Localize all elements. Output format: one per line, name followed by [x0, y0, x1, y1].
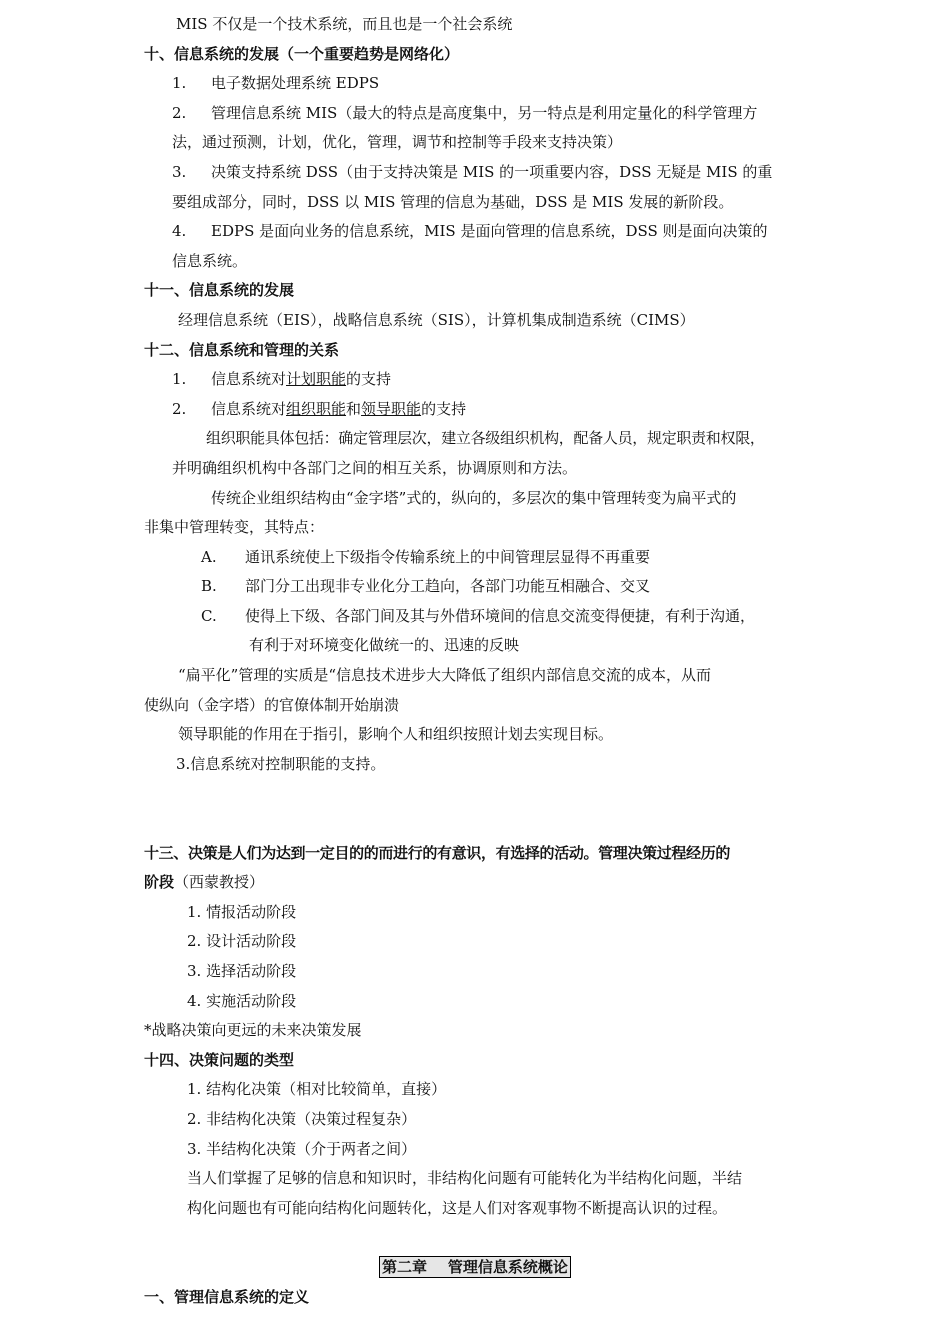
- chapter-title: [0, 1253, 950, 1283]
- list-item: [0, 217, 950, 247]
- list-item: [0, 69, 950, 99]
- list-number: 1.: [172, 370, 187, 389]
- list-item: [0, 1135, 950, 1165]
- text-line: [0, 1194, 950, 1224]
- list-item: [0, 602, 950, 632]
- list-number: 2.: [172, 103, 187, 122]
- list-text: 4. 实施活动阶段: [187, 991, 297, 1010]
- text-line: [0, 750, 950, 780]
- heading-text: 十、信息系统的发展（一个重要趋势是网络化）: [144, 44, 460, 63]
- list-number: 4.: [172, 222, 187, 241]
- section-heading-12: [0, 336, 950, 366]
- paragraph-text: 传统企业组织结构由“金字塔”式的，纵向的，多层次的集中管理转变为扁平式的: [211, 488, 737, 507]
- list-text: 2. 非结构化决策（决策过程复杂）: [187, 1109, 417, 1128]
- section-heading-13-continued: [0, 868, 950, 898]
- list-text: 1. 情报活动阶段: [187, 902, 297, 921]
- list-item-continued: [0, 188, 950, 218]
- heading-text: [144, 868, 264, 898]
- text-line: [0, 720, 950, 750]
- list-text: EDPS 是面向业务的信息系统，MIS 是面向管理的信息系统，DSS 则是面向决策的: [211, 222, 768, 241]
- list-text: 2. 设计活动阶段: [187, 932, 297, 951]
- text-line: [0, 484, 950, 514]
- list-text: 3. 选择活动阶段: [187, 962, 297, 980]
- text-line: [0, 661, 950, 691]
- text-run: 信息系统对: [211, 399, 287, 418]
- section-heading-definition: [0, 1283, 950, 1313]
- heading-text: 一、管理信息系统的定义: [144, 1287, 310, 1306]
- list-item: [0, 365, 950, 395]
- note-line: [0, 1016, 950, 1046]
- underlined-term: 领导职能: [361, 399, 422, 418]
- list-number: 3.: [172, 162, 187, 181]
- paragraph-text: 并明确组织机构中各部门之间的相互关系，协调原则和方法。: [172, 458, 578, 477]
- list-item: [0, 572, 950, 602]
- underlined-term: 组织职能: [286, 399, 347, 418]
- heading-text: 十四、决策问题的类型: [144, 1050, 295, 1069]
- paragraph-text: 使纵向（金字塔）的官僚体制开始崩溃: [144, 695, 400, 714]
- list-number: 2.: [172, 399, 187, 418]
- paragraph-text: 经理信息系统（EIS），战略信息系统（SIS），计算机集成制造系统（CIMS）: [178, 310, 695, 329]
- list-item-continued: [0, 247, 950, 277]
- underlined-term: 计划职能: [286, 370, 347, 389]
- text-line: [0, 306, 950, 336]
- list-text: [211, 395, 466, 425]
- paragraph-text: 构化问题也有可能向结构化问题转化，这是人们对客观事物不断提高认识的过程。: [187, 1198, 728, 1217]
- list-text: 有利于对环境变化做统一的、迅速的反映: [249, 636, 520, 655]
- heading-normal-run: （西蒙教授）: [174, 873, 265, 892]
- list-text: 1. 结构化决策（相对比较简单，直接）: [187, 1080, 447, 1099]
- blank-line: [0, 809, 950, 839]
- paragraph-text: 组织职能具体包括：确定管理层次，建立各级组织机构，配备人员，规定职责和权限，: [206, 429, 765, 448]
- section-heading-11: [0, 276, 950, 306]
- text-run: 的支持: [421, 399, 467, 418]
- list-text: 3. 半结构化决策（介于两者之间）: [187, 1139, 417, 1158]
- list-item: [0, 99, 950, 129]
- paragraph-text: 领导职能的作用在于指引，影响个人和组织按照计划去实现目标。: [178, 725, 614, 744]
- text-line: [0, 691, 950, 721]
- blank-line: [0, 1223, 950, 1253]
- list-item: [0, 543, 950, 573]
- list-text: 要组成部分，同时，DSS 以 MIS 管理的信息为基础，DSS 是 MIS 发展的新阶段。: [172, 192, 734, 211]
- list-text: 法，通过预测，计划，优化，管理，调节和控制等手段来支持决策）: [172, 133, 623, 152]
- list-item-continued: [0, 128, 950, 158]
- list-letter: B.: [201, 577, 217, 596]
- list-item: [0, 1075, 950, 1105]
- heading-text: 十二、信息系统和管理的关系: [144, 340, 340, 359]
- section-heading-10: [0, 40, 950, 70]
- paragraph-text: 当人们掌握了足够的信息和知识时，非结构化问题有可能转化为半结构化问题，半结: [187, 1169, 743, 1188]
- list-item: [0, 987, 950, 1017]
- heading-text: 十三、决策是人们为达到一定目的的而进行的有意识，有选择的活动。管理决策过程经历的: [144, 843, 731, 862]
- list-text: 通讯系统使上下级指令传输系统上的中间管理层显得不再重要: [245, 547, 651, 566]
- paragraph-text: “扁平化”管理的实质是“信息技术进步大大降低了组织内部信息交流的成本，从而: [178, 666, 712, 685]
- text-line: [0, 513, 950, 543]
- heading-text: 十一、信息系统的发展: [144, 281, 295, 300]
- list-item-continued: [0, 631, 950, 661]
- heading-bold-run: 阶段: [144, 873, 175, 892]
- text-run: 信息系统对: [211, 370, 287, 389]
- text-line: [0, 424, 950, 454]
- list-item: [0, 1105, 950, 1135]
- list-text: 使得上下级、各部门间及其与外借环境间的信息交流变得便捷，有利于沟通，: [245, 606, 756, 625]
- section-heading-14: [0, 1046, 950, 1076]
- section-heading-13: [0, 839, 950, 869]
- chapter-title-text: 第二章 管理信息系统概论: [379, 1256, 571, 1278]
- list-text: [211, 365, 391, 395]
- text-line: [0, 10, 950, 40]
- list-letter: C.: [201, 606, 217, 625]
- list-item: [0, 395, 950, 425]
- list-letter: A.: [201, 547, 217, 566]
- list-item: [0, 927, 950, 957]
- paragraph-text: 3.信息系统对控制职能的支持。: [176, 754, 386, 773]
- text-line: [0, 1164, 950, 1194]
- document-page: [0, 10, 950, 1312]
- list-item: [0, 158, 950, 188]
- list-text: 管理信息系统 MIS（最大的特点是高度集中，另一特点是利用定量化的科学管理方: [211, 103, 758, 122]
- text-run: 和: [346, 399, 362, 418]
- list-number: 1.: [172, 74, 187, 93]
- list-text: 电子数据处理系统 EDPS: [211, 74, 380, 93]
- text-line: [0, 454, 950, 484]
- list-text: 信息系统。: [172, 251, 248, 270]
- paragraph-text: MIS 不仅是一个技术系统，而且也是一个社会系统: [176, 15, 513, 33]
- list-item: [0, 898, 950, 928]
- list-item: [0, 957, 950, 987]
- list-text: 部门分工出现非专业化分工趋向，各部门功能互相融合、交叉: [245, 577, 651, 596]
- blank-line: [0, 779, 950, 809]
- paragraph-text: 非集中管理转变，其特点：: [144, 518, 325, 537]
- list-text: 决策支持系统 DSS（由于支持决策是 MIS 的一项重要内容，DSS 无疑是 MIS 的重: [211, 162, 773, 181]
- text-run: 的支持: [346, 370, 392, 389]
- note-text: *战略决策向更远的未来决策发展: [144, 1021, 362, 1040]
